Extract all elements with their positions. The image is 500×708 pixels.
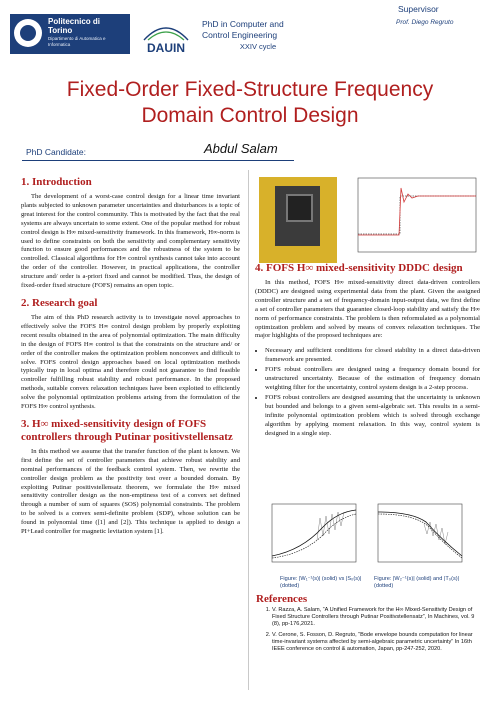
dauin-logo-text: DAUIN — [147, 41, 185, 55]
title-line2: Domain Control Design — [141, 104, 359, 127]
goal-text: The aim of this PhD research activity is to investigate novel approaches to effectively solve the FOFS H∞ control design problem by properly exploiting recent results obtained in the area of polynomial optimization. The main difficulty in the design of FOFS H∞ control is that the constraints on the structure and/ or order of the controller makes the optimization problem nonconvex and difficult to solve. FOFS control design approaches based on local optimization methods typically trap in local optima and therefore could not guarantee to find feasible controller fulfilling robust stability and robust performance. In the proposed methods, suitable convex relaxation techniques have been exploited to efficiently solve the polynomial optimization problems arising from the formulation of the FOFS H∞ control synthesis. — [21, 313, 240, 411]
phd-program — [202, 19, 322, 52]
dddc-bullet: • FOFS robust controllers are designed assuming that the uncertainty is unknown but bounded and belongs to a given semi-algebraic set. This results in a semi-infinite polynomial optimization problem which is solved through exchange algorithm by applying moment relaxation. In this way, control system is designed in a single step. — [265, 394, 480, 439]
figure-caption-sensitivity: Figure: |W₁⁻¹(s)| (solid) vs |S₀(s)| (dotted) — [280, 576, 362, 589]
references-list — [258, 607, 484, 656]
logo-dept: Dipartimento di Automatica e Informatica — [48, 36, 106, 47]
candidate-underline — [22, 160, 294, 161]
page-title — [0, 77, 500, 129]
figure-caption-complementary: Figure: |W₂⁻¹(s)| (solid) and |T₀(s)| (dotted) — [374, 576, 460, 589]
phd-line1: PhD in Computer and — [202, 19, 284, 29]
candidate-label: PhD Candidate: — [26, 147, 87, 157]
phd-cycle: XXIV cycle — [239, 42, 277, 51]
references-heading: References — [256, 593, 308, 605]
phd-line2: Control Engineering — [202, 30, 278, 40]
putinar-heading: 3. H∞ mixed-sensitivity design of FOFS controllers through Putinar positivstellensatz — [21, 417, 233, 443]
reference-item: 2. V. Cerone, S. Fosson, D. Regruto, “Bode envelope bounds computation for linear time-invariant systems affected by semi-algebraic parametric uncertainty” In 16th IEEE conference on control & automation, Japan, pp-247-252, 2020. — [272, 632, 484, 654]
reference-item: 1. V. Razza, A. Salam, “A Unified Framework for the H∞ Mixed-Sensitivity Design of Fixed Structure Controllers through Putinar Positivstellensatz”, In Machines, vol. 9 (8), pp-176,2021. — [272, 607, 484, 629]
intro-heading: 1. Introduction — [21, 176, 92, 188]
step-response-plot — [342, 174, 482, 266]
logo-name: Politecnico di Torino — [48, 17, 101, 35]
supervisor-name: Prof. Diego Regruto — [396, 19, 454, 26]
dddc-heading: 4. FOFS H∞ mixed-sensitivity DDDC design — [255, 262, 463, 274]
left-column — [21, 176, 240, 543]
dddc-bullets — [255, 347, 480, 438]
dddc-bullet: • Necessary and sufficient conditions for closed stability in a direct data-driven framework are presented. — [265, 347, 480, 365]
maglev-photo-coil — [286, 194, 313, 222]
intro-text: The development of a worst-case control design for a linear time invariant plants subjected to unknown parameter uncertainties and disturbances is a topic of great interest for the control community. This is motivated by the fact that the real systems are always uncertain to some extent. One of the popular method for robust control design is H∞ mixed-sensitivity framework. In this framework, H∞-norm is used to define constraints on both the sensitivity and complementary sensitivity function to ensure good performances and the robustness of the system to be controlled. Classical algorithms for H∞ control synthesis cannot take into account the order of the controller. However, in practical applications, the controller structure and/ order is a-priori fixed and cannot be modified. Thus, the design of fixed-order fixed structure (FOFS) remains an open topic. — [21, 193, 240, 290]
right-column — [255, 262, 480, 442]
title-line1: Fixed-Order Fixed-Structure Frequency — [66, 78, 434, 101]
dddc-bullet: • FOFS robust controllers are designed using a frequency domain bound for unstructured uncertainty. Because of the estimation of frequency domain weighting filter for the uncertainty, control system design is a 2-step process. — [265, 366, 480, 393]
sensitivity-plot — [262, 500, 360, 572]
dddc-text: In this method, FOFS H∞ mixed-sensitivity direct data-driven controllers (DDDC) are designed using experimental data from the plant. Given the assigned controller structure and a set of frequency-domain input-output data, we first define a set of controller parameters that guarantee closed-loop stability and satisfy the H∞ norm of performance constraints. The problem is then reformulated as a polynomial optimization problem and solved by means of convex relaxation techniques. The major highlights of the proposed techniques are: — [255, 279, 480, 340]
supervisor-label: Supervisor — [398, 4, 439, 14]
putinar-text: In this method we assume that the transfer function of the plant is known. We first define the set of controller parameters that achieve robust stability and nominal performances of the feedback control system. Then, we rewrite the controller design problem as the positivity test over a bounded domain. By exploiting Putinar positivstellensatz theorem, we formulate the H∞ mixed sensitivity controller design as the non-emptiness test of a convex set defined through a number of sum of squares (SOS) polynomial constraints. The problem to be solved is a convex semi-definite problem (SDP), whose solution can be found in polynomial time ([1] and [2]). This technique is applied to design a PI+Lead controller for magnetic levitation system [1]. — [21, 447, 240, 536]
dauin-logo — [140, 22, 192, 56]
polito-seal-icon — [14, 19, 42, 47]
complementary-sensitivity-plot — [368, 500, 466, 572]
candidate-name: Abdul Salam — [204, 141, 278, 156]
goal-heading: 2. Research goal — [21, 296, 98, 309]
column-divider — [248, 170, 249, 690]
